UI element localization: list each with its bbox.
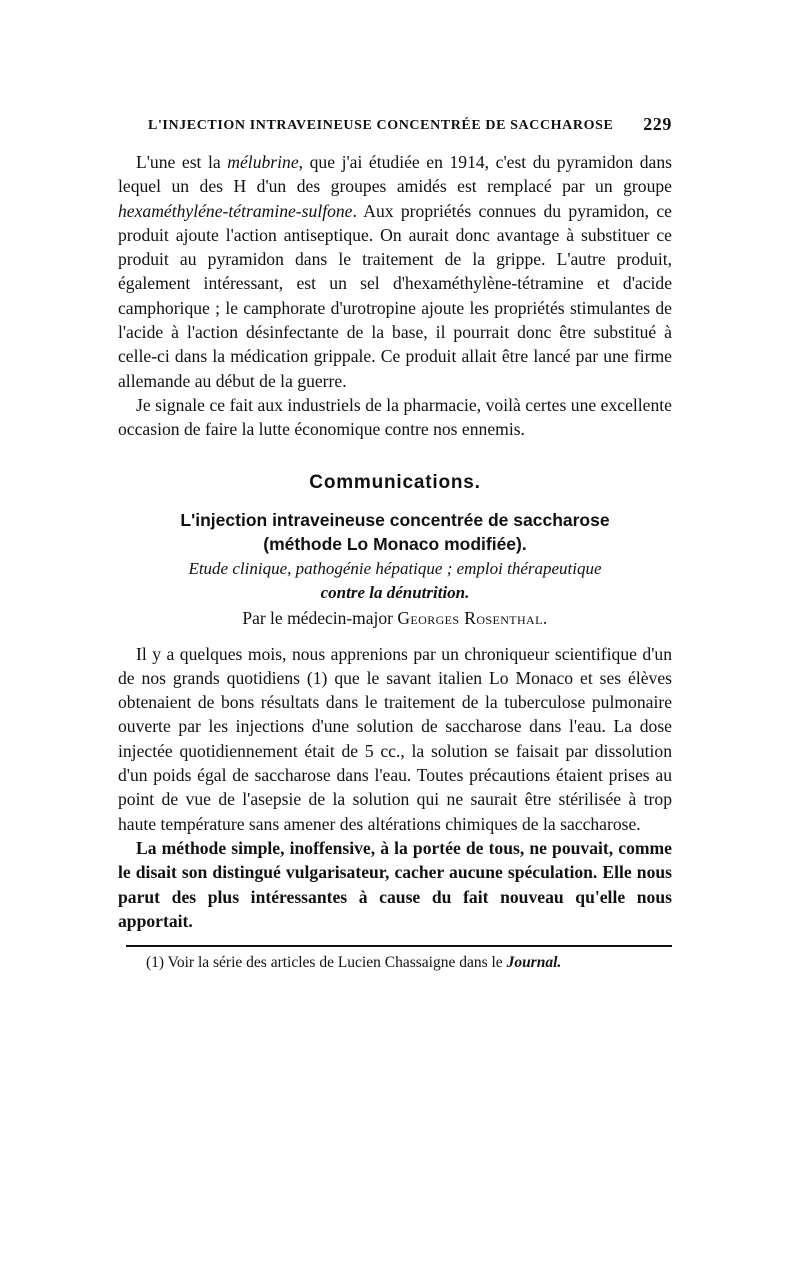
page-number: 229 <box>643 114 672 134</box>
author-prefix: Par le médecin-major <box>242 607 398 628</box>
article-title-line2: (méthode Lo Monaco modifiée). <box>263 533 527 554</box>
paragraph-lo-monaco: Il y a quelques mois, nous apprenions par un chroniqueur scientifique d'un de nos grands quotidiens (1) que le savant italien Lo Monaco et ses élèves obtenaient de bons résultats dans le traitement de la tuberculose pulmonaire ouverte par les injections d'une solution de saccharose dans l'eau. La dose injectée quotidiennement était de 5 cc., la solution se faisait par dissolution d'un poids égal de saccharose dans l'eau. Toutes précautions étaient prises au point de vue de l'asepsie de la solution qui ne saurait être stérilisée à trop haute température sans amener des altérations chimiques de la saccharose. <box>118 643 672 834</box>
p1-text-a: L'une est la <box>136 152 228 172</box>
running-head-title: L'INJECTION INTRAVEINEUSE CONCENTRÉE DE SACCHAROSE <box>148 118 614 133</box>
paragraph-methode: La méthode simple, inoffensive, à la portée de tous, ne pouvait, comme le disait son distingué vulgarisateur, cacher aucune spéculation. Elle nous parut des plus intéressantes à cause du fait nouveau qu'elle nous apportait. <box>118 837 672 931</box>
author-name: Georges Rosenthal. <box>397 607 548 628</box>
p1-melubrine: mélubrine <box>227 152 299 172</box>
article-author <box>118 606 672 630</box>
section-heading: Communications. <box>309 471 481 493</box>
running-head <box>118 112 672 138</box>
p1-text-c: . Aux propriétés connues du pyramidon, ce produit ajoute l'action antiseptique. On aurait donc avantage à substituer ce produit au pyramidon dans le traitement de la grippe. L'autre produit, également intéressant, est un sel d'hexaméthylène-tétramine et d'acide camphorique ; le camphorate d'urotropine ajoute les propriétés stimulantes de l'acide à l'action désinfectante de la base, il pourrait donc être substitué à celle-ci dans la médication grippale. Ce produit allait être lancé par une firme allemande au début de la guerre. <box>118 200 672 391</box>
footnote-rule <box>126 945 672 947</box>
paragraph-signale: Je signale ce fait aux industriels de la pharmacie, voilà certes une excellente occasion de faire la lutte économique contre nos ennemis. <box>118 394 672 440</box>
paragraph-melubrine <box>118 150 672 393</box>
footnote-text: (1) Voir la série des articles de Lucien Chassaigne dans le <box>146 954 507 972</box>
footnote <box>146 953 672 973</box>
footnote-journal: Journal. <box>506 954 562 972</box>
article-subtitle-line1: Etude clinique, pathogénie hépatique ; emploi thérapeutique <box>188 558 602 578</box>
article-subtitle-line2: contre la dénutrition. <box>320 582 470 602</box>
article-title-line1: L'injection intraveineuse concentrée de saccharose <box>180 509 610 530</box>
page <box>118 112 672 973</box>
p1-chemical-name: hexaméthyléne-tétramine-sulfone <box>118 200 353 221</box>
p1-text-b: , que j'ai étudiée en 1914, c'est du pyramidon dans lequel un des H d'un des groupes amidés est remplacé par un groupe <box>118 152 672 197</box>
